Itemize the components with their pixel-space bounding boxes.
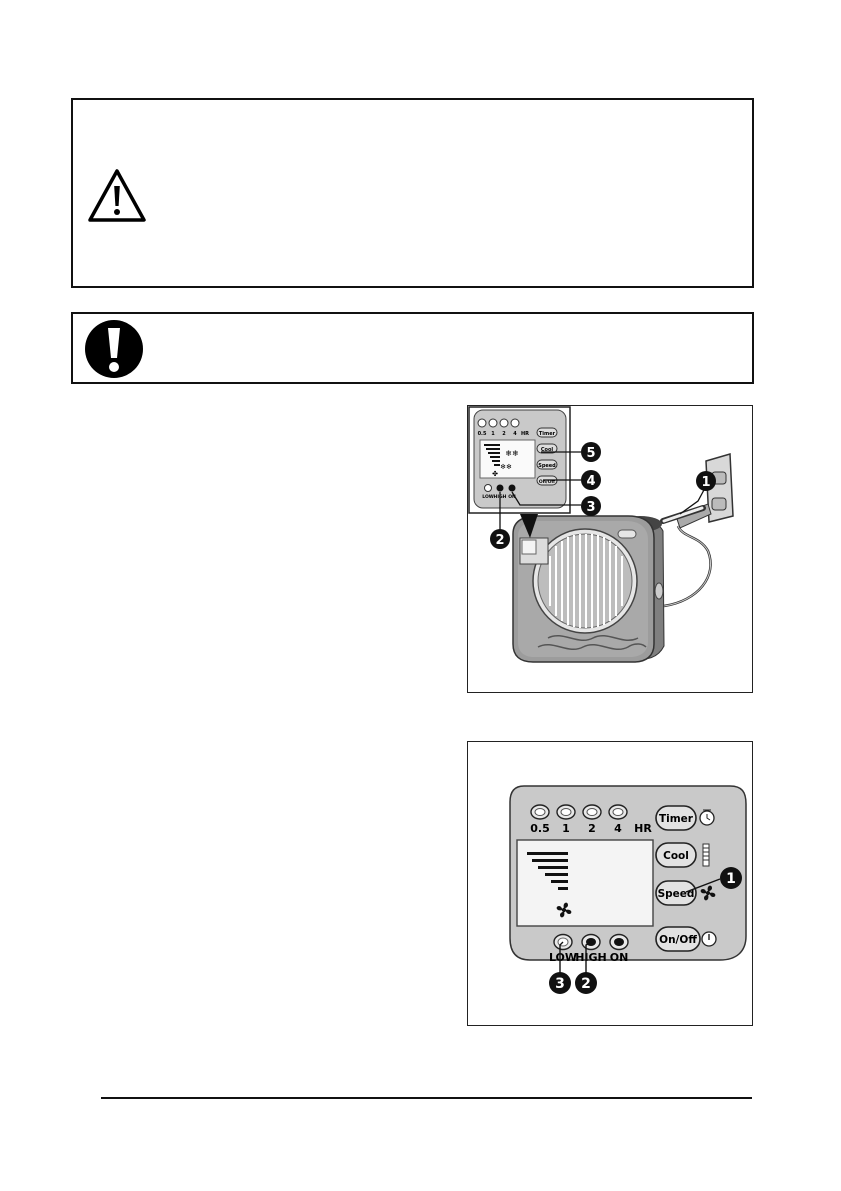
control-panel-illustration	[467, 741, 753, 1026]
svg-text:Timer: Timer	[658, 813, 694, 825]
callout-3: 3	[586, 500, 596, 515]
warning-box	[71, 98, 754, 288]
panel-cool-button: Cool	[540, 447, 554, 453]
panel-led-low: LOW	[482, 495, 494, 500]
wall-socket	[663, 454, 733, 528]
mode-leds	[549, 935, 628, 965]
panel-onoff-button: On/Off	[538, 480, 556, 485]
panel-timer-button: Timer	[538, 431, 556, 437]
callout-1: 1	[726, 871, 736, 887]
panel-label-1: 1	[491, 431, 495, 437]
power-icon	[702, 932, 716, 946]
panel-label-2: 2	[502, 431, 506, 437]
callout-3: 3	[555, 976, 565, 992]
speed-button	[656, 881, 696, 905]
panel-speed-button: Speed	[538, 463, 556, 469]
panel-label-0-5: 0.5	[477, 431, 487, 437]
svg-text:Speed: Speed	[657, 888, 695, 900]
timer-button	[656, 806, 696, 830]
timer-label-4: 4	[614, 822, 622, 835]
exclamation-circle-icon	[83, 318, 145, 380]
control-panel-inset	[469, 407, 570, 513]
caution-box	[71, 312, 754, 384]
callout-5: 5	[586, 446, 596, 461]
timer-label-1: 1	[562, 822, 570, 835]
led-low-label: LOW	[548, 951, 578, 964]
led-high-label: HIGH	[575, 951, 607, 964]
callout-2: 2	[495, 533, 505, 548]
panel-led-on: ON	[508, 495, 516, 500]
panel-label-hr: HR	[520, 431, 530, 437]
panel-label-4: 4	[513, 431, 517, 437]
fan-icon: ✤	[492, 471, 498, 478]
snowflake-icon: ❄❄	[500, 464, 512, 471]
panel-led-high: HIGH	[493, 495, 507, 500]
unit-illustration	[467, 405, 753, 693]
svg-text:Cool: Cool	[663, 850, 689, 862]
cool-mode-icon	[703, 844, 709, 866]
led-on-label: ON	[609, 951, 629, 964]
timer-icon	[700, 810, 714, 825]
onoff-button	[656, 927, 700, 951]
callout-4: 4	[586, 474, 596, 489]
timer-label-2: 2	[588, 822, 596, 835]
warning-triangle-icon	[87, 168, 147, 224]
hr-label: HR	[634, 822, 652, 835]
timer-label-0-5: 0.5	[530, 822, 550, 835]
snowflake-icon: ❄❄	[505, 449, 519, 458]
cool-button	[656, 843, 696, 867]
unit-body	[513, 516, 664, 662]
callout-2: 2	[581, 976, 591, 992]
callout-1: 1	[701, 475, 711, 490]
footer-rule	[101, 1097, 752, 1099]
svg-text:On/Off: On/Off	[659, 934, 697, 946]
lcd-display	[517, 840, 653, 926]
